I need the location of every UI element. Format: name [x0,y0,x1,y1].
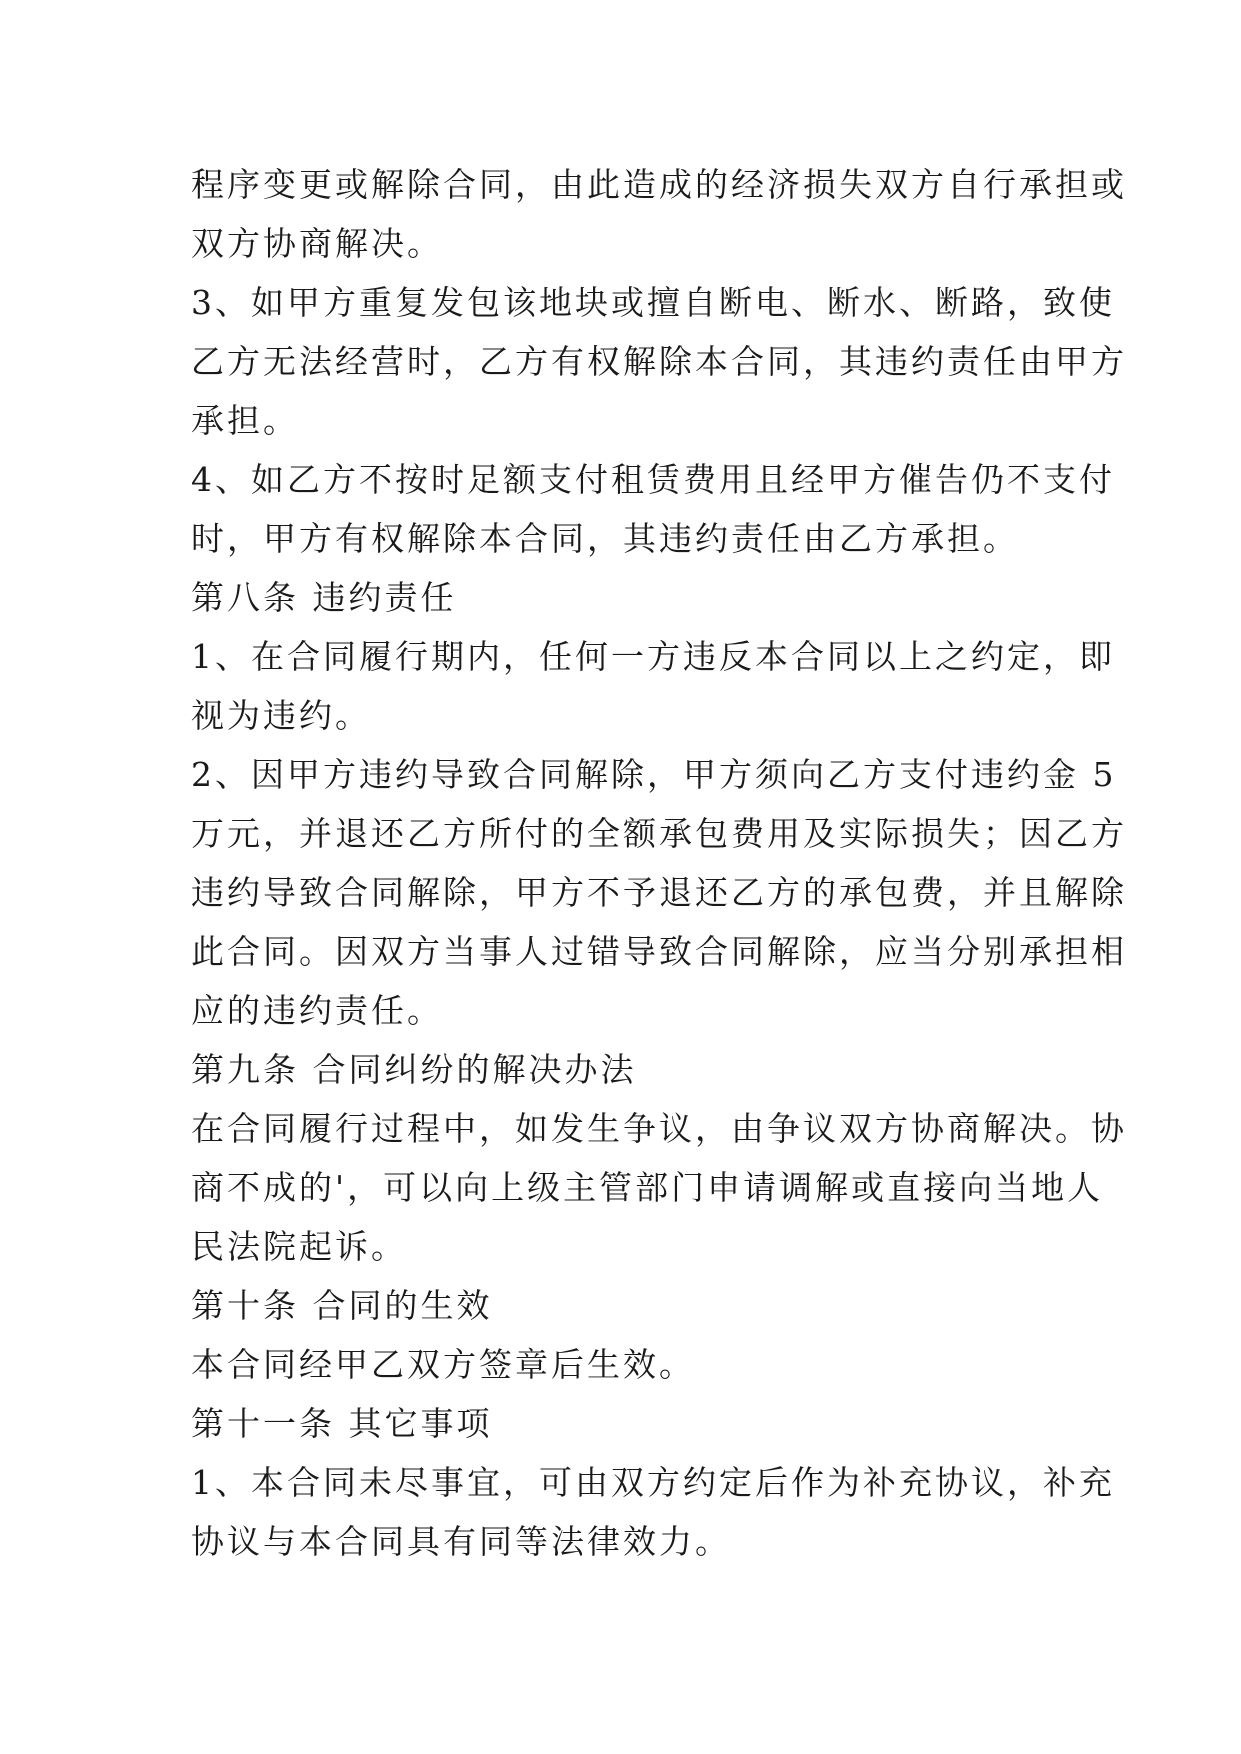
body-line: 双方协商解决。 [191,224,443,263]
body-line: 乙方无法经营时，乙方有权解除本合同，其违约责任由甲方 [191,342,1127,381]
body-line: 本合同经甲乙双方签章后生效。 [191,1345,695,1384]
body-line: 协议与本合同具有同等法律效力。 [191,1522,731,1561]
clause-item: 2、因甲方违约导致合同解除，甲方须向乙方支付违约金 5 [191,755,1117,794]
body-line: 此合同。因双方当事人过错导致合同解除，应当分别承担相 [191,932,1127,971]
clause-item: 1、本合同未尽事宜，可由双方约定后作为补充协议，补充 [191,1463,1115,1502]
article-heading: 第九条 合同纠纷的解决办法 [191,1050,637,1089]
clause-item: 3、如甲方重复发包该地块或擅自断电、断水、断路，致使 [191,283,1115,322]
article-heading: 第十一条 其它事项 [191,1404,493,1443]
body-line: 万元，并退还乙方所付的全额承包费用及实际损失；因乙方 [191,814,1127,853]
article-heading: 第十条 合同的生效 [191,1286,493,1325]
body-line: 承担。 [191,401,299,440]
body-line: 时，甲方有权解除本合同，其违约责任由乙方承担。 [191,519,1019,558]
clause-item: 1、在合同履行期内，任何一方违反本合同以上之约定，即 [191,637,1115,676]
clause-item: 4、如乙方不按时足额支付租赁费用且经甲方催告仍不支付 [191,460,1115,499]
body-line: 商不成的'，可以向上级主管部门申请调解或直接向当地人 [191,1168,1104,1207]
body-line: 视为违约。 [191,696,371,735]
body-line: 应的违约责任。 [191,991,443,1030]
document-body [191,155,1127,1571]
body-line: 违约导致合同解除，甲方不予退还乙方的承包费，并且解除 [191,873,1127,912]
article-heading: 第八条 违约责任 [191,578,457,617]
body-line: 在合同履行过程中，如发生争议，由争议双方协商解决。协 [191,1109,1127,1148]
body-line: 民法院起诉。 [191,1227,407,1266]
body-line: 程序变更或解除合同，由此造成的经济损失双方自行承担或 [191,165,1127,204]
